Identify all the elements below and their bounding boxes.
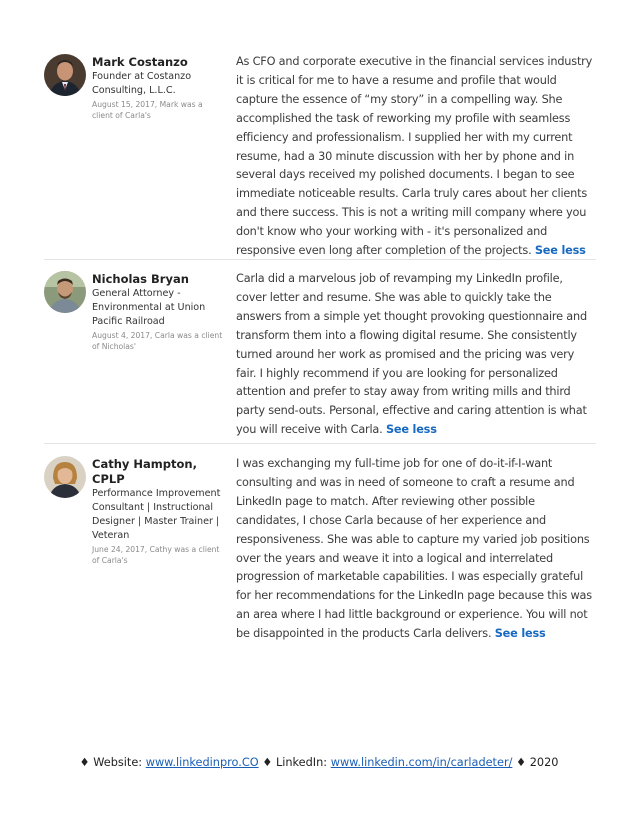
recommendation-text: I was exchanging my full-time job for one of do-it-if-I-want consulting and was in need of someone to craft a resume and LinkedIn page to match. After reviewing other possible candidates, I chose Carla because of her experience and responsiveness. She was able to capture my varied job positions over the years and weave it into a logical and interrelated progression of marketable capabilities. I was especially grateful for her recommendations for the LinkedIn page because this was an area where I had little background or experience. You will not be disappointed in the products Carla delivers.	[236, 457, 592, 641]
recommender-info	[92, 456, 224, 566]
bullet-icon: ♦	[262, 756, 273, 769]
recommender-title: Founder at Costanzo Consulting, L.L.C.	[92, 71, 192, 96]
avatar[interactable]	[44, 271, 86, 313]
recommendation-text-block	[236, 455, 596, 644]
recommendation-date: August 15, 2017, Mark was a client of Carla's	[92, 100, 203, 120]
recommender-title: General Attorney - Environmental at Union Pacific Railroad	[92, 288, 206, 327]
see-less-link[interactable]: See less	[534, 244, 586, 258]
recommender-name[interactable]: Cathy Hampton, CPLP	[92, 457, 197, 486]
bullet-icon: ♦	[515, 756, 527, 769]
website-link[interactable]: www.linkedinpro.CO	[145, 756, 259, 769]
recommendation-text-block	[236, 53, 596, 261]
see-less-link[interactable]: See less	[385, 423, 437, 437]
recommender-title: Performance Improvement Consultant | Instructional Designer | Master Trainer | Veteran	[92, 488, 221, 541]
website-label: Website:	[93, 756, 143, 769]
recommendation-text: Carla did a marvelous job of revamping my LinkedIn profile, cover letter and resume. She was able to quickly take the answers from a simple yet thought provoking questionnaire and transform them into a flowing digital resume. She consistently turned around her work as promised and the pricing was very fair. I highly recommend if you are looking for personalized attention and prefer to stay away from writing mills and third party send-outs. Personal, effective and caring attention is what you will receive with Carla.	[236, 272, 587, 437]
recommender-info	[92, 54, 224, 121]
recommender-name[interactable]: Nicholas Bryan	[92, 272, 189, 286]
bullet-icon: ♦	[79, 756, 90, 769]
footer-year: 2020	[529, 756, 559, 769]
recommender-info	[92, 271, 224, 352]
footer	[0, 756, 638, 769]
recommendation-date: August 4, 2017, Carla was a client of Nicholas'	[92, 331, 223, 351]
divider	[44, 443, 596, 444]
see-less-link[interactable]: See less	[494, 627, 546, 641]
linkedin-link[interactable]: www.linkedin.com/in/carladeter/	[330, 756, 513, 769]
avatar[interactable]	[44, 456, 86, 498]
divider	[44, 259, 596, 260]
recommendation-date: June 24, 2017, Cathy was a client of Carla's	[92, 545, 220, 565]
linkedin-label: LinkedIn:	[275, 756, 328, 769]
recommendation-text: As CFO and corporate executive in the financial services industry it is critical for me to have a resume and profile that would capture the essence of “my story” in a compelling way. She accomplished the task of reworking my profile with seamless efficiency and professionalism. I supplied her with my current resume, had a 30 minute discussion with her by phone and in several days received my polished documents. I began to see immediate noticeable results. Carla truly cares about her clients and there success. This is not a writing mill company where you don't know who your working with - it's personalized and responsive even long after completion of the projects.	[236, 55, 593, 258]
recommendation-text-block	[236, 270, 596, 440]
avatar[interactable]	[44, 54, 86, 96]
recommender-name[interactable]: Mark Costanzo	[92, 55, 188, 69]
